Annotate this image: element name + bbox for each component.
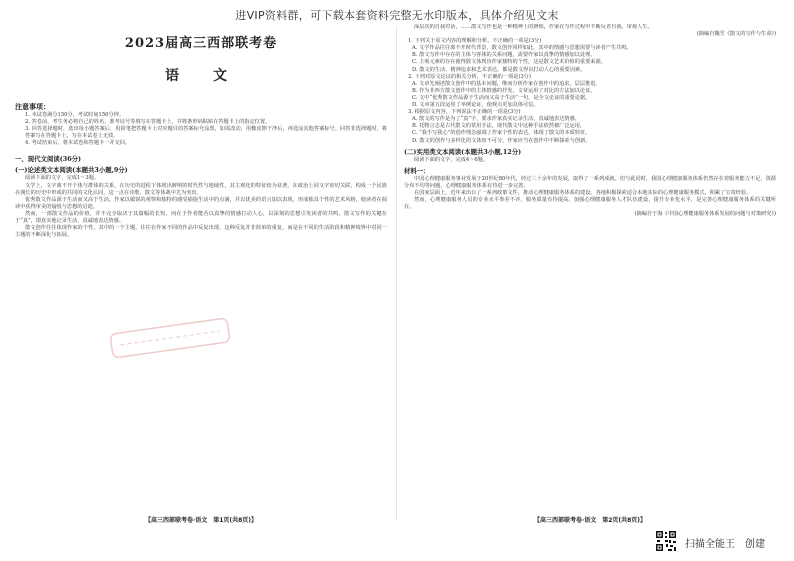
page-footer: 【高三西部联考卷·语文 第1页(共8页)】	[144, 517, 258, 524]
top-banner: 进VIP资料群，可下载本套资料完整无水印版本，具体介绍见文末	[235, 9, 559, 22]
question-option: D. 散文的生活、精神追求和艺术表达，都是散文得以打动人心的重要因素。	[412, 66, 586, 73]
question-option: B. 散文写作中存在的主体与客体的关系问题，需要作家以真挚的情感加以处理。	[412, 52, 596, 59]
question-option: B. 作为非西方散文创作中的主体情感的抒发，文章运用了对比的方法加以论证。	[412, 87, 596, 94]
sub-heading: (一)论述类文本阅读(本题共3小题,9分)	[15, 166, 128, 175]
question-option: A. 散文的写作是为了“真”字，要求作家真实记录生活、真诚地表达情感。	[412, 116, 580, 123]
qr-code-icon	[655, 530, 677, 552]
notice-section	[15, 103, 387, 147]
section-1	[15, 155, 387, 239]
exam-page-2	[404, 24, 776, 524]
instruction: 阅读下面的文字，完成1～3题。	[25, 175, 100, 182]
passage-paragraph: 在国家层面上，近年来出台了一系列政策文件，推动心理健康服务体系的建设。各地积极探索适合本地实际的心理健康服务模式，积累了宝贵经验。	[414, 189, 752, 196]
scanner-brand-label: 扫描全能王 创建	[685, 539, 765, 550]
passage-paragraph: 深层次的自我对话，……散文写作也是一种精神上的修炼，作家在写作过程中不断反省自我、审视人生。	[414, 24, 653, 30]
passage-paragraph: 文学上，文字离不开个体与群体的关系，在历史的进程下体现出鲜明的时代性与地域性，其主观化的特征较为显著。在政治上同文字密切关联，构成一个民族在漫长的历史中形成的共同的文化认同，这一点在诗歌、散文等体裁中尤为突出。	[15, 182, 387, 196]
notice-heading: 注意事项：	[15, 102, 50, 111]
question-2	[404, 74, 776, 109]
passage-paragraph: 然而，一部散文作品的价值，并不完全取决于其篇幅的长短，而在于作者能否以真挚的情感打动人心，以深刻的思想引发读者的共鸣。散文写作的关键在于“真”，即真实地记录生活、真诚地表达情感。	[15, 210, 387, 225]
passage-source: (摘编自魏雪《散文的写作与生命》)	[696, 31, 776, 38]
passage-source: (摘编自于海《中国心理健康服务体系发展的问题与对策研究》)	[634, 211, 776, 218]
question-option: C. “我手写我心”的创作理念强调了作家个性的表达，体现了散文的本质特征。	[412, 130, 591, 137]
passage-paragraph: 散文创作往往体现作家的个性，其中的一个主题，往往在作家不同的作品中反复出现，这种反复并非简单的重复，而是在不同的生活阶段和精神境界中对同一主题的不断深化与拓展。	[15, 225, 387, 239]
material-label: 材料一：	[404, 166, 430, 175]
question-option: A. 文章先阐述散文创作中的基本问题，继而分析作家在创作中的追求，层层推进。	[412, 80, 601, 87]
notice-item: 1. 本试卷满分150分，考试时间150分钟。	[25, 112, 125, 118]
passage-paragraph: 然而，心理健康服务人员的专业水平参差不齐，服务质量有待提高。加强心理健康服务人才队伍建设，提升专业化水平，是完善心理健康服务体系的关键所在。	[404, 196, 776, 211]
question-option: D. 散文的创作与多样化的文体密不可分，作家应当在创作中不断探索与创新。	[412, 137, 591, 144]
subject-title: 语 文	[165, 68, 237, 84]
exam-page-1	[15, 24, 387, 524]
section-heading: 一、现代文阅读(36分)	[15, 155, 82, 164]
instruction: 阅读下面的文字，完成4～6题。	[414, 156, 489, 163]
question-stem: 2. 下列对原文论证的相关分析，不正确的一项是(3分)	[408, 73, 531, 80]
notice-item: 2. 答卷前，考生务必将自己的姓名、准考证号等填写在答题卡上，并将条形码粘贴在答题卡上的指定位置。	[25, 119, 271, 126]
question-option: C. 文中“优秀散文作品源于生活而又高于生活”一句，是全文论证的重要论据。	[412, 94, 591, 101]
question-stem: 3. 根据原文内容，下列说法不正确的一项是(3分)	[408, 109, 521, 116]
passage-paragraph: 优秀散文作品源于生活而又高于生活。作家以敏锐的观察和独特的感受捕捉生活中的点滴，并以优美的语言加以表现，形成独具个性的艺术风格，使读者在阅读中获得审美的愉悦与思想的启迪。	[15, 196, 387, 210]
notice-item: 4. 考试结束后，将本试卷和答题卡一并交回。	[25, 140, 131, 147]
question-option: B. 托物言志是古代散文的常用手法，现代散文中这种手法依然被广泛运用。	[412, 123, 586, 130]
question-stem: 1. 下列关于原文内容的理解和分析，不正确的一项是(3分)	[408, 38, 542, 45]
question-option: D. 文章第五段运用了举例论证，使观点更加具体可信。	[412, 102, 539, 109]
page-divider	[396, 26, 397, 521]
passage-paragraph: 中国心理健康服务事业发展于20世纪80年代，经过三十余年的发展，取得了一系列成就。但与此同时，我国心理健康服务体系仍然存在着服务能力不足、资源分布不均等问题，心理健康服务体系有待进一步完善。	[404, 175, 776, 189]
question-3	[404, 109, 776, 144]
notice-item: 3. 回答选择题时，选出每小题答案后，用铅笔把答题卡上对应题目的答案标号涂黑，如需改动，用橡皮擦干净后，再选涂其他答案标号。回答非选择题时，将答案写在答题卡上，写在本试卷上无效。	[25, 126, 387, 140]
question-1	[404, 38, 776, 73]
section-2	[404, 148, 776, 219]
exam-title: 2023届高三西部联考卷	[124, 36, 278, 51]
question-option: C. 主观元素的存在使得散文体现出作家独特的个性，这是散文艺术价值的重要来源。	[412, 59, 606, 66]
page-footer: 【高三西部联考卷·语文 第2页(共8页)】	[533, 517, 647, 524]
sub-heading: (二)实用类文本阅读(本题共3小题,12分)	[404, 147, 522, 156]
question-option: A. 文学作品往往离不开时代背景，散文创作同样如此，其中的情感与思想需要与读者产生共鸣。	[412, 45, 632, 52]
